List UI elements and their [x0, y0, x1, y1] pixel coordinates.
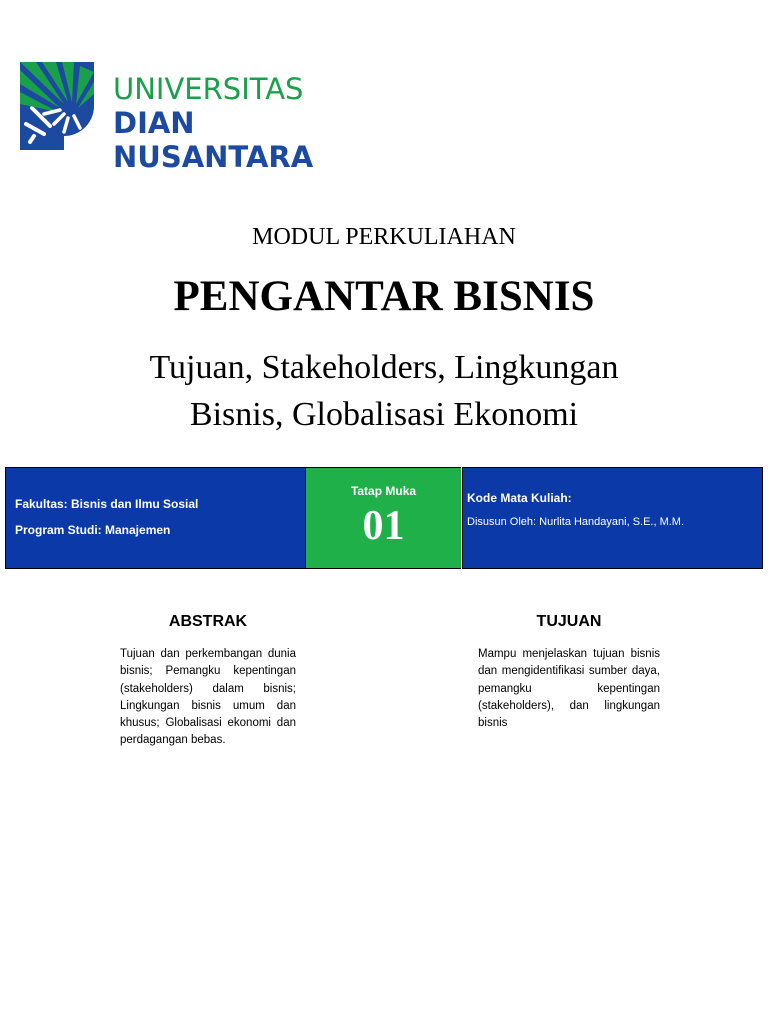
abstrak-text: Tujuan dan perkembangan dunia bisnis; Pemangku kepentingan (stakeholders) dalam bisnis; Lingkungan bisnis umum dan khusus; Globalisasi ekonomi dan perdagangan bebas.: [120, 648, 296, 747]
logo-university-name: DIAN NUSANTARA: [113, 106, 314, 174]
abstrak-heading: ABSTRAK: [168, 613, 248, 630]
udinus-sunburst-icon: [20, 62, 94, 150]
meeting-number: 01: [362, 503, 405, 549]
info-band-course: [462, 467, 763, 569]
faculty-text: Fakultas: Bisnis dan Ilmu Sosial: [15, 497, 199, 511]
tujuan-text: Mampu menjelaskan tujuan bisnis dan mengidentifikasi sumber daya, pemangku kepentingan (stakeholders), dan lingkungan bisnis: [478, 648, 660, 730]
info-band-faculty: [5, 467, 306, 569]
subtitle-line-1: Tujuan, Stakeholders, Lingkungan: [149, 349, 619, 386]
program-text: Program Studi: Manajemen: [15, 523, 171, 537]
tujuan-heading: TUJUAN: [536, 613, 602, 630]
module-label: MODUL PERKULIAHAN: [252, 224, 516, 250]
subtitle-line-2: Bisnis, Globalisasi Ekonomi: [189, 396, 579, 433]
meeting-label: Tatap Muka: [350, 484, 417, 498]
university-logo: [20, 62, 400, 174]
course-code-label: Kode Mata Kuliah:: [467, 491, 572, 505]
author-text: Disusun Oleh: Nurlita Handayani, S.E., M.M.: [467, 516, 685, 528]
course-title: PENGANTAR BISNIS: [173, 273, 595, 320]
module-subtitle: [0, 344, 768, 438]
logo-university-word: UNIVERSITAS: [113, 72, 304, 106]
info-band-meeting: [306, 467, 461, 569]
